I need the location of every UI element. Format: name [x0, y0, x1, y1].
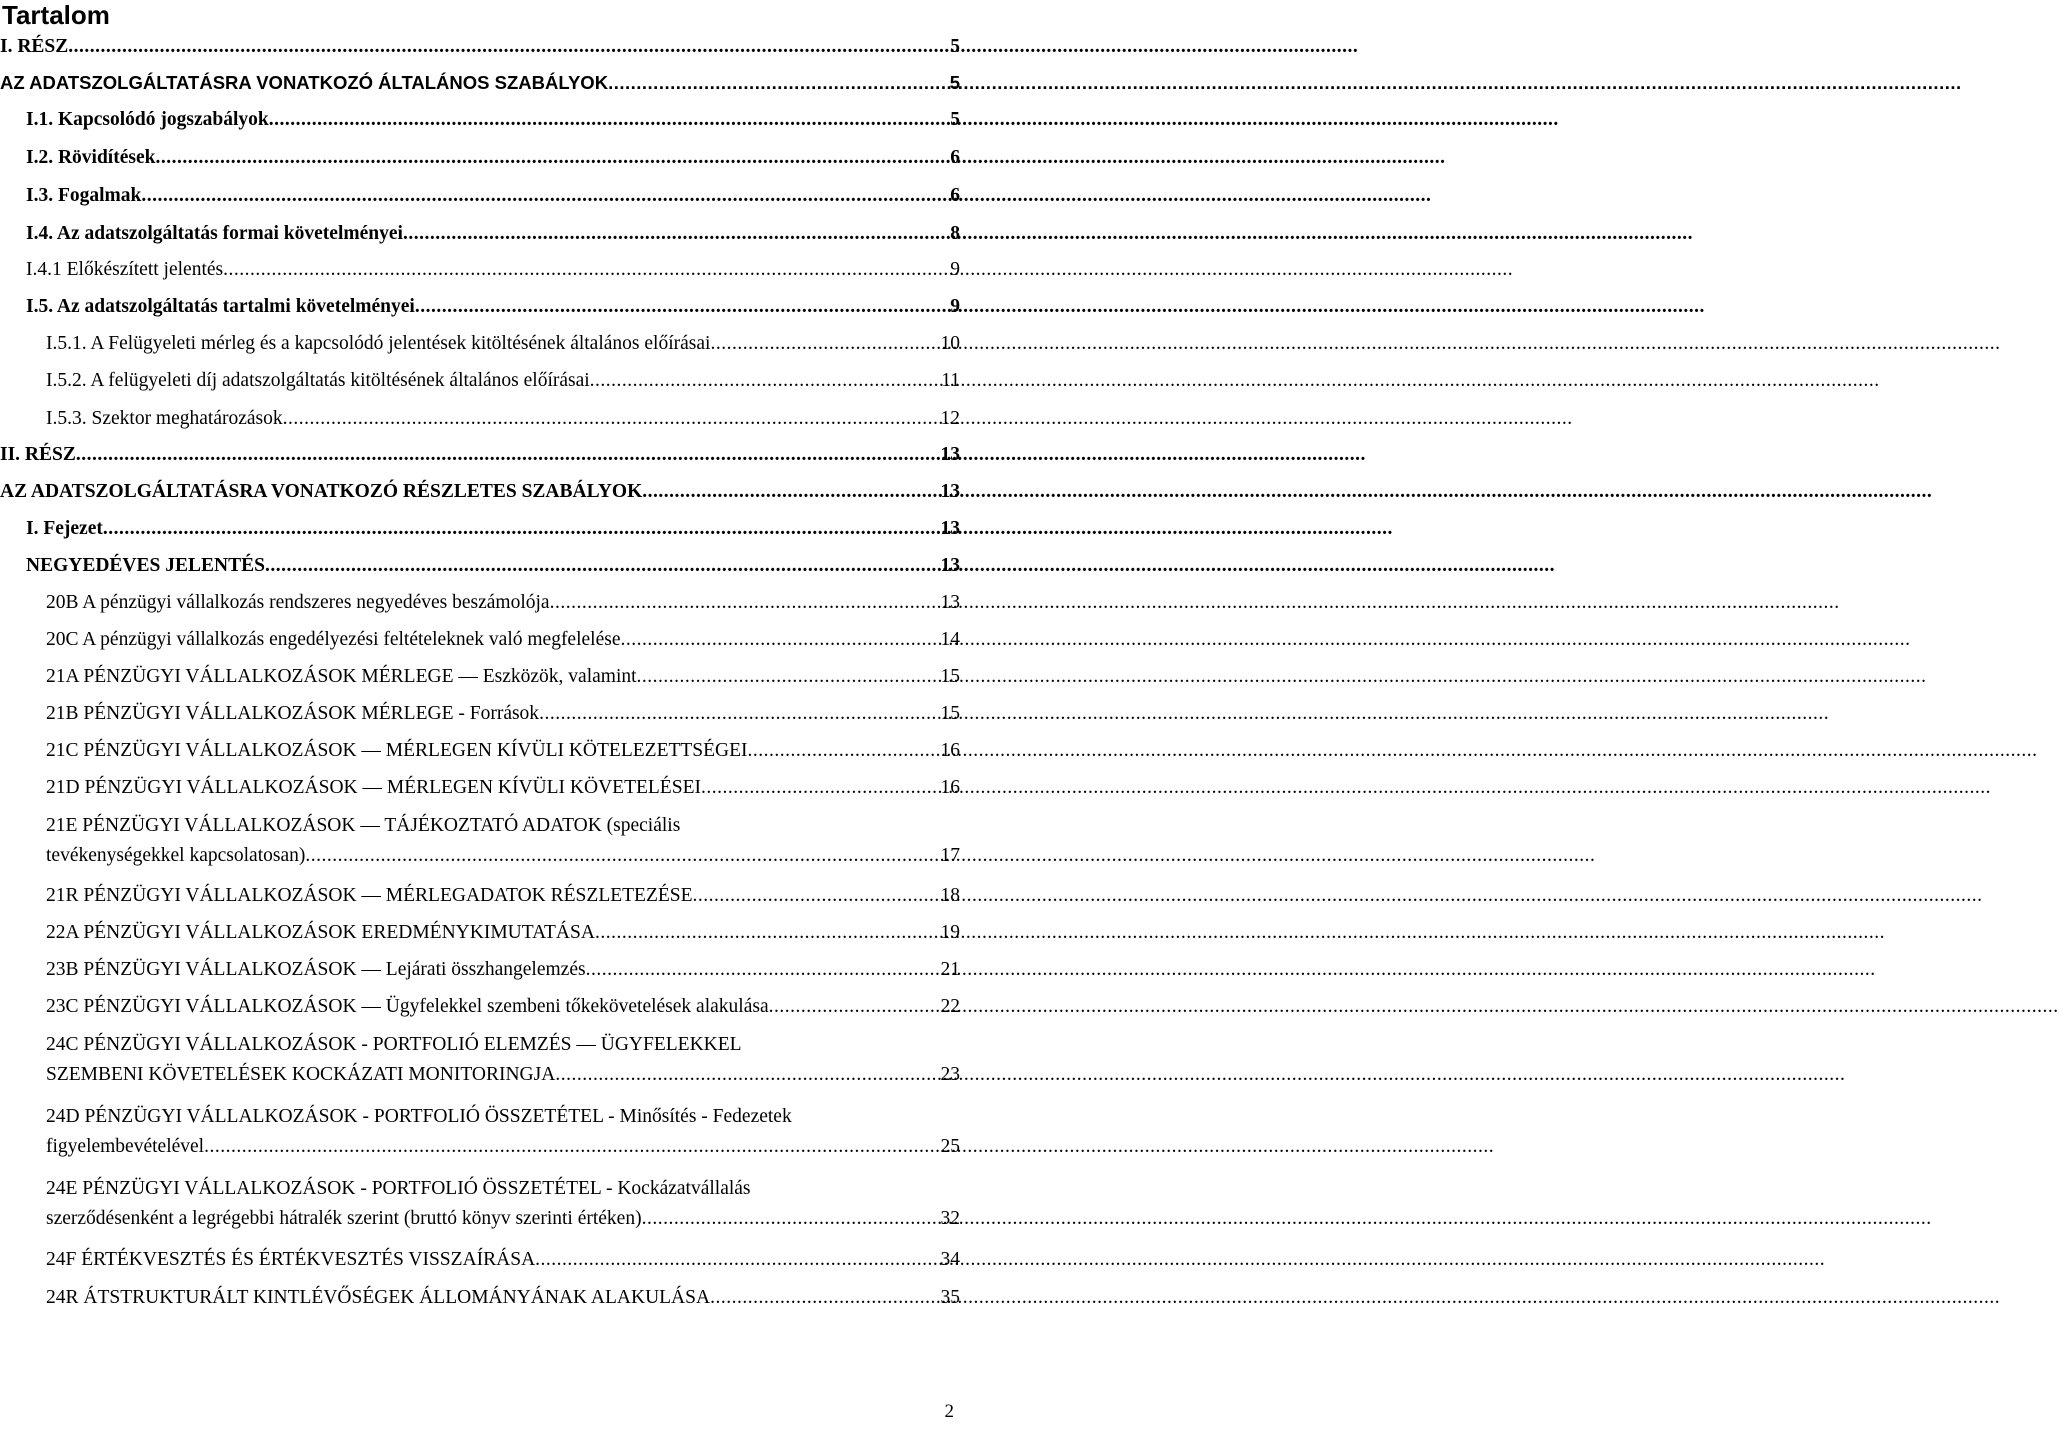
toc-entry-text: 23B PÉNZÜGYI VÁLLALKOZÁSOK — Lejárati összhangelemzés [46, 959, 586, 980]
dot-leader [642, 479, 937, 505]
toc-entry-23b[interactable] [46, 957, 960, 983]
dot-leader [103, 516, 938, 542]
toc-entry-text: AZ ADATSZOLGÁLTATÁSRA VONATKOZÓ RÉSZLETES SZABÁLYOK [0, 481, 643, 502]
toc-entry-page: 23 [940, 1064, 960, 1085]
toc-entry-page: 11 [941, 370, 960, 391]
dot-leader [555, 1062, 937, 1088]
dot-leader [539, 701, 937, 727]
toc-entry-page: 5 [949, 72, 960, 93]
toc-entry-i4[interactable] [26, 221, 960, 247]
toc-entry-page: 13 [940, 444, 960, 465]
toc-entry-text-continued: tevékenységekkel kapcsolatosan) [46, 845, 306, 866]
toc-entry-page: 9 [950, 296, 960, 317]
toc-entry-21a[interactable] [46, 664, 960, 690]
toc-entry-text: I.3. Fogalmak [26, 185, 142, 206]
toc-entry-text: I.5.3. Szektor meghatározások [46, 408, 283, 429]
dot-leader [141, 183, 947, 209]
toc-entry-21e[interactable] [46, 813, 960, 869]
toc-entry-text: 21R PÉNZÜGYI VÁLLALKOZÁSOK — MÉRLEGADATOK RÉSZLETEZÉSE [46, 885, 693, 906]
toc-entry-page: 15 [940, 666, 960, 687]
toc-entry-i5-1[interactable] [46, 331, 960, 357]
toc-entry-text: II. RÉSZ [0, 444, 76, 465]
toc-entry-21b[interactable] [46, 701, 960, 727]
toc-entry-page: 32 [940, 1208, 960, 1229]
toc-entry-page: 25 [940, 1136, 960, 1157]
dot-leader [642, 1206, 938, 1232]
dot-leader [223, 257, 947, 283]
toc-entry-20b[interactable] [46, 590, 960, 616]
dot-leader [701, 775, 938, 801]
dot-leader [155, 145, 947, 171]
toc-entry-page: 5 [950, 36, 960, 57]
toc-entry-page: 10 [940, 333, 960, 354]
toc-entry-text: I.4.1 Előkészített jelentés [26, 259, 224, 280]
toc-entry-22a[interactable] [46, 920, 960, 946]
toc-entry-21c[interactable] [46, 738, 960, 764]
dot-leader [283, 406, 938, 432]
toc-entry-text: I.5.2. A felügyeleti díj adatszolgáltatás kitöltésének általános előírásai [46, 370, 590, 391]
dot-leader [415, 294, 947, 320]
dot-leader [265, 553, 938, 579]
toc-entry-chapter-1[interactable] [26, 516, 960, 542]
toc-entry-page: 13 [940, 555, 960, 576]
dot-leader [305, 843, 937, 869]
toc-entry-text: 21C PÉNZÜGYI VÁLLALKOZÁSOK — MÉRLEGEN KÍVÜLI KÖTELEZETTSÉGEI [46, 740, 748, 761]
toc-entry-page: 15 [940, 703, 960, 724]
toc-entry-text-continued: szerződésenként a legrégebbi hátralék szerint (bruttó könyv szerinti értéken) [46, 1208, 642, 1229]
toc-entry-detailed-rules[interactable] [0, 479, 960, 505]
toc-entry-i5-3[interactable] [46, 406, 960, 432]
toc-entry-text: 21D PÉNZÜGYI VÁLLALKOZÁSOK — MÉRLEGEN KÍVÜLI KÖVETELÉSEI [46, 777, 701, 798]
toc-entry-text: I.4. Az adatszolgáltatás formai követelményei [26, 223, 403, 244]
toc-entry-i4-1[interactable] [26, 257, 960, 283]
toc-entry-page: 21 [940, 959, 960, 980]
toc-entry-23c[interactable] [46, 994, 960, 1020]
toc-page [0, 0, 960, 1432]
dot-leader [535, 1247, 937, 1273]
toc-entry-i2[interactable] [26, 145, 960, 171]
dot-leader [620, 627, 937, 653]
toc-entry-24d[interactable] [46, 1104, 960, 1160]
dot-leader [76, 442, 938, 468]
toc-entry-21r[interactable] [46, 883, 960, 909]
dot-leader [693, 883, 938, 909]
toc-entry-text: 24E PÉNZÜGYI VÁLLALKOZÁSOK - PORTFOLIÓ ÖSSZETÉTEL - Kockázatvállalás [46, 1178, 751, 1199]
toc-entry-part-1[interactable] [0, 34, 960, 60]
toc-entry-page: 34 [940, 1249, 960, 1270]
toc-entry-text: I.5.1. A Felügyeleti mérleg és a kapcsolódó jelentések kitöltésének általános előírásai [46, 333, 711, 354]
toc-entry-24f[interactable] [46, 1247, 960, 1273]
toc-entry-text: I.1. Kapcsolódó jogszabályok [26, 109, 269, 130]
toc-entry-24c[interactable] [46, 1032, 960, 1088]
dot-leader [710, 1285, 937, 1311]
toc-entry-text: 22A PÉNZÜGYI VÁLLALKOZÁSOK EREDMÉNYKIMUTATÁSA [46, 922, 595, 943]
dot-leader [595, 920, 938, 946]
toc-entry-page: 35 [940, 1287, 960, 1308]
dot-leader [269, 107, 948, 133]
toc-entry-text: NEGYEDÉVES JELENTÉS [26, 555, 265, 576]
dot-leader [710, 331, 937, 357]
toc-entry-quarterly-report[interactable] [26, 553, 960, 579]
toc-entry-text: 20C A pénzügyi vállalkozás engedélyezési feltételeknek való megfelelése [46, 629, 621, 650]
toc-entry-20c[interactable] [46, 627, 960, 653]
toc-entry-i5[interactable] [26, 294, 960, 320]
toc-entry-text: 24C PÉNZÜGYI VÁLLALKOZÁSOK - PORTFOLIÓ ELEMZÉS — ÜGYFELEKKEL [46, 1034, 742, 1055]
toc-entry-page: 14 [940, 629, 960, 650]
toc-entry-text: I. Fejezet [26, 518, 103, 539]
toc-entry-page: 13 [940, 518, 960, 539]
toc-list [0, 0, 960, 1432]
toc-entry-text-continued: SZEMBENI KÖVETELÉSEK KOCKÁZATI MONITORINGJA [46, 1064, 556, 1085]
dot-leader [637, 664, 938, 690]
toc-entry-21d[interactable] [46, 775, 960, 801]
toc-entry-page: 13 [940, 481, 960, 502]
dot-leader [68, 34, 947, 60]
toc-entry-text-continued: figyelembevételével [46, 1136, 205, 1157]
toc-entry-page: 12 [940, 408, 960, 429]
toc-entry-text: 21B PÉNZÜGYI VÁLLALKOZÁSOK MÉRLEGE - Források [46, 703, 540, 724]
toc-entry-text: AZ ADATSZOLGÁLTATÁSRA VONATKOZÓ ÁLTALÁNOS SZABÁLYOK [0, 72, 609, 93]
toc-entry-page: 6 [950, 185, 960, 206]
toc-entry-i5-2[interactable] [46, 368, 960, 394]
dot-leader [608, 70, 947, 96]
toc-entry-page: 22 [940, 996, 960, 1017]
toc-entry-part-2[interactable] [0, 442, 960, 468]
toc-entry-page: 5 [950, 109, 960, 130]
toc-entry-text: 20B A pénzügyi vállalkozás rendszeres negyedéves beszámolója [46, 592, 550, 613]
toc-entry-text: 21E PÉNZÜGYI VÁLLALKOZÁSOK — TÁJÉKOZTATÓ ADATOK (speciális [46, 815, 681, 836]
toc-entry-24r[interactable] [46, 1285, 960, 1311]
toc-entry-24e[interactable] [46, 1176, 960, 1232]
toc-entry-page: 8 [950, 223, 960, 244]
toc-entry-text: I.2. Rövidítések [26, 147, 156, 168]
dot-leader [769, 994, 938, 1020]
toc-entry-text: I. RÉSZ [0, 36, 69, 57]
toc-entry-page: 19 [940, 922, 960, 943]
toc-entry-page: 9 [950, 259, 960, 280]
toc-entry-text: 21A PÉNZÜGYI VÁLLALKOZÁSOK MÉRLEGE — Eszközök, valamint [46, 666, 637, 687]
page-number: 2 [944, 1401, 954, 1422]
toc-entry-page: 13 [940, 592, 960, 613]
toc-entry-page: 16 [940, 777, 960, 798]
toc-entry-text: 24F ÉRTÉKVESZTÉS ÉS ÉRTÉKVESZTÉS VISSZAÍRÁSA [46, 1249, 536, 1270]
dot-leader [204, 1134, 937, 1160]
dot-leader [748, 738, 938, 764]
dot-leader [403, 221, 947, 247]
toc-entry-i3[interactable] [26, 183, 960, 209]
dot-leader [590, 368, 939, 394]
toc-entry-text: 24R ÁTSTRUKTURÁLT KINTLÉVŐSÉGEK ÁLLOMÁNYÁNAK ALAKULÁSA [46, 1287, 711, 1308]
toc-entry-general-rules[interactable] [0, 70, 960, 96]
toc-entry-text: 24D PÉNZÜGYI VÁLLALKOZÁSOK - PORTFOLIÓ ÖSSZETÉTEL - Minősítés - Fedezetek [46, 1106, 792, 1127]
toc-entry-page: 16 [940, 740, 960, 761]
toc-entry-page: 18 [940, 885, 960, 906]
dot-leader [586, 957, 938, 983]
toc-entry-page: 17 [940, 845, 960, 866]
toc-entry-page: 6 [950, 147, 960, 168]
toc-entry-text: 23C PÉNZÜGYI VÁLLALKOZÁSOK — Ügyfelekkel szembeni tőkekövetelések alakulása [46, 996, 769, 1017]
toc-entry-text: I.5. Az adatszolgáltatás tartalmi követelményei [26, 296, 415, 317]
page-title: Tartalom [2, 0, 110, 30]
toc-entry-i1[interactable] [26, 107, 960, 133]
dot-leader [550, 590, 938, 616]
